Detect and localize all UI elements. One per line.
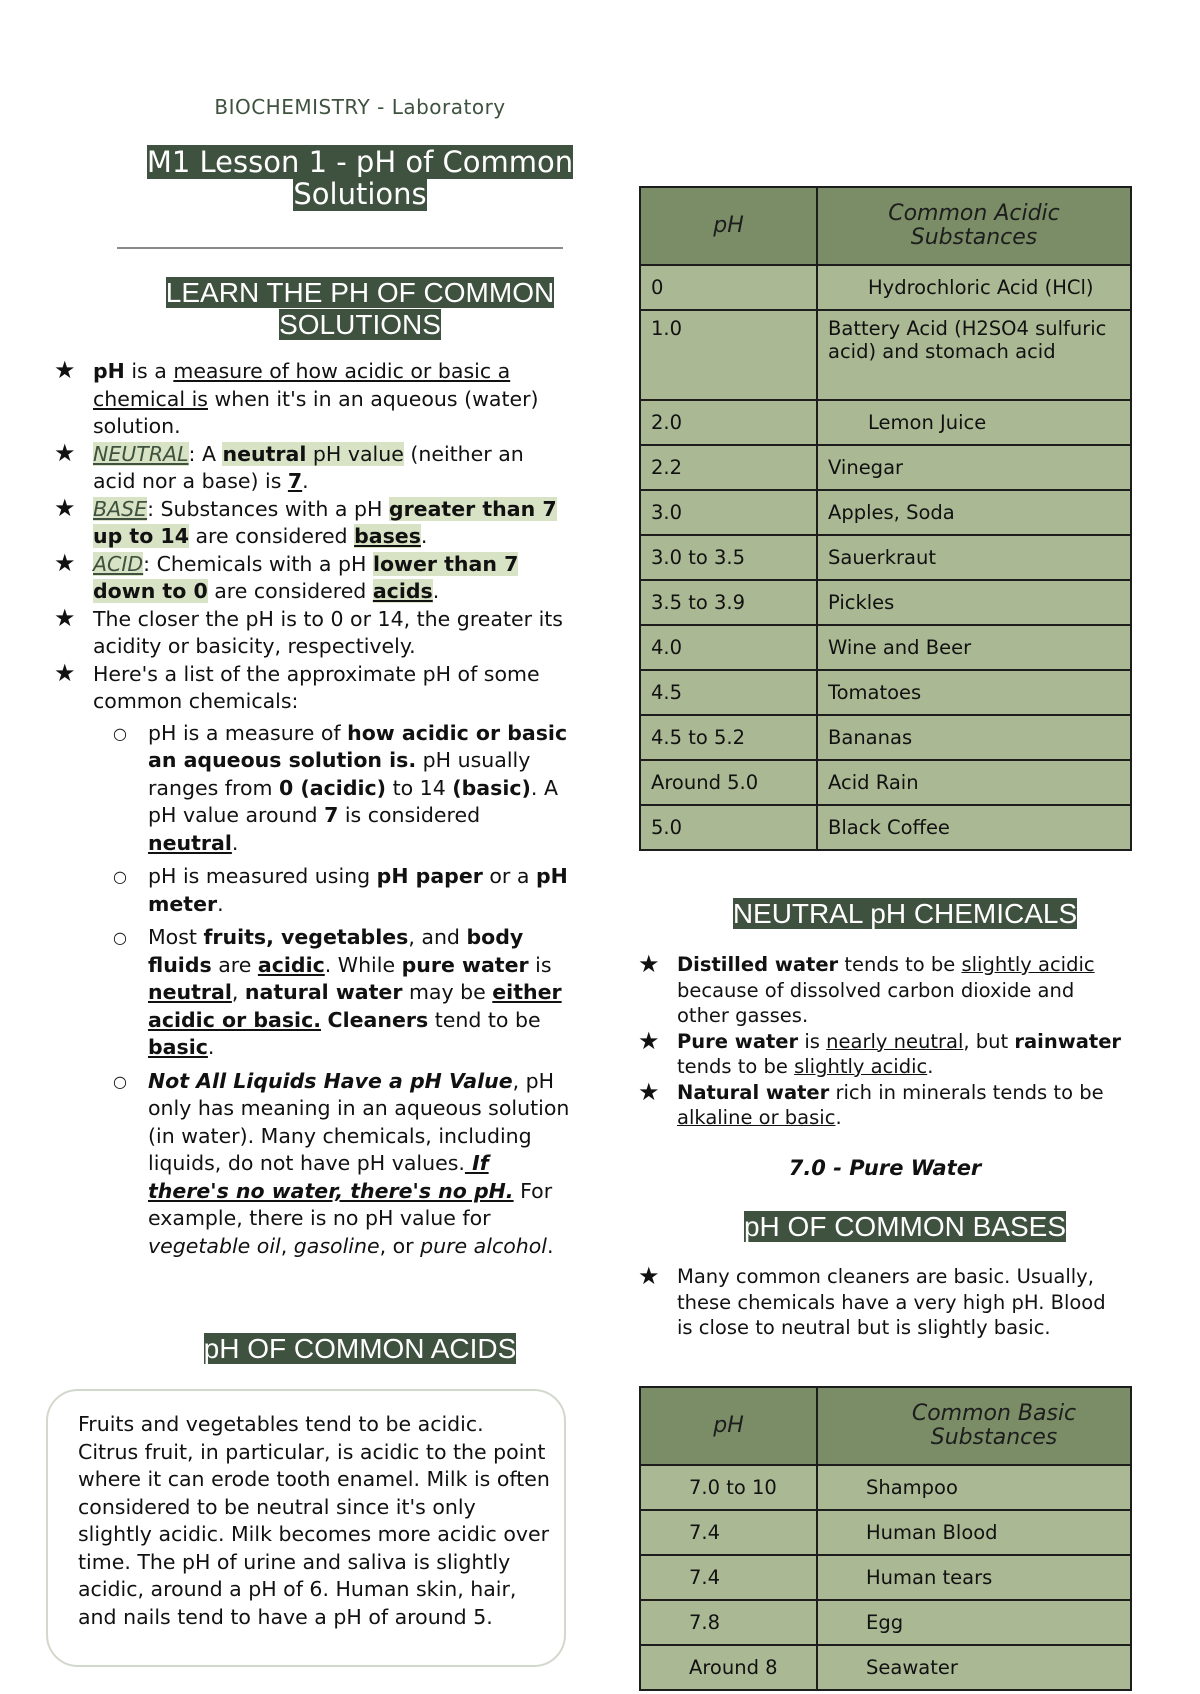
neutral-heading (700, 898, 1110, 930)
sub-item-measured (93, 863, 570, 918)
sub-item-measure (93, 720, 570, 858)
text: is a (124, 359, 174, 383)
text: tends to be (838, 953, 962, 976)
cell-ph: 7.8 (640, 1600, 817, 1645)
text: neutral (148, 830, 232, 855)
table-row (640, 535, 1131, 580)
text: (neither an acid nor a base) is (93, 441, 524, 493)
term-base: BASE (93, 496, 148, 521)
neutral-bullet-list (638, 950, 1122, 1131)
text: how acidic or basic an aqueous solution is. (148, 720, 568, 772)
star-icon: ★ (638, 1262, 660, 1290)
basic-substances-table (639, 1386, 1132, 1691)
text: . (835, 1106, 842, 1129)
text: . (420, 524, 428, 548)
text: pH is a measure of (148, 720, 348, 745)
text: . (927, 1055, 934, 1078)
table-row (640, 715, 1131, 760)
cell-substance: Human Blood (817, 1510, 1131, 1555)
star-icon: ★ (638, 1077, 660, 1106)
cell-substance: Pickles (817, 580, 1131, 625)
bullet-ph-definition (54, 356, 570, 441)
cell-ph: 0 (640, 265, 817, 310)
cell-ph: 2.2 (640, 445, 817, 490)
text: measure of how acidic or basic a chemical is (93, 359, 511, 411)
text: may be (402, 980, 493, 1004)
cell-substance: Sauerkraut (817, 535, 1131, 580)
bullet-distilled (638, 950, 1122, 1029)
table-row (640, 400, 1131, 445)
text: slightly acidic (961, 953, 1095, 976)
bases-heading (700, 1211, 1110, 1243)
pure-water-label: 7.0 - Pure Water (788, 1156, 982, 1180)
text: If there's no water, there's no pH. (148, 1151, 514, 1203)
bullet-natural (638, 1077, 1122, 1131)
text: acidic (257, 952, 325, 977)
cell-ph: 7.4 (640, 1510, 817, 1555)
star-icon: ★ (54, 493, 76, 522)
cell-substance: Human tears (817, 1555, 1131, 1600)
text: when it's in an aqueous (water) solution. (93, 386, 539, 438)
lesson-title (110, 146, 610, 210)
circle-bullet-icon: ○ (113, 1071, 127, 1091)
term-neutral: NEUTRAL (93, 441, 189, 466)
text: Cleaners (327, 1007, 429, 1032)
table-row (640, 310, 1131, 400)
header-ph: pH (640, 187, 817, 265)
star-icon: ★ (54, 658, 76, 687)
cell-ph: Around 8 (640, 1645, 817, 1690)
text: , pH only has meaning in an aqueous solution (in water). Many chemicals, including liquids, do not have pH values. (148, 1068, 570, 1175)
sub-item-fruits (93, 924, 570, 1062)
text: : A (188, 441, 223, 466)
cell-substance: Shampoo (817, 1465, 1131, 1510)
text: Many common cleaners are basic. Usually, these chemicals have a very high pH. Blood is close to neutral but is slightly basic. (677, 1265, 1106, 1339)
text: pH usually ranges from (148, 748, 531, 800)
text: The closer the pH is to 0 or 14, the greater its acidity or basicity, respectively. (93, 606, 563, 658)
text: is (528, 952, 552, 977)
cell-substance: Wine and Beer (817, 625, 1131, 670)
table-row (640, 625, 1131, 670)
text: : Chemicals with a pH (143, 551, 373, 576)
bullet-closer (54, 603, 570, 661)
learn-heading (110, 277, 610, 341)
text: , and (408, 925, 467, 949)
cell-ph: 3.0 (640, 490, 817, 535)
circle-bullet-icon: ○ (113, 928, 127, 947)
text: is considered (338, 803, 481, 827)
cell-ph: 2.0 (640, 400, 817, 445)
cell-ph: 4.0 (640, 625, 817, 670)
text: Pure water (677, 1029, 799, 1053)
acids-heading-text: pH OF COMMON ACIDS (203, 1333, 517, 1364)
text: is (798, 1029, 827, 1053)
cell-substance: Battery Acid (H2SO4 sulfuric acid) and stomach acid (817, 310, 1131, 400)
acids-info-box (46, 1389, 566, 1667)
text: pH meter (148, 864, 568, 916)
text: are (211, 952, 258, 977)
star-icon: ★ (54, 548, 76, 577)
text: because of dissolved carbon dioxide and other gasses. (677, 978, 1075, 1027)
acidic-substances-table (639, 186, 1132, 851)
cell-substance: Vinegar (817, 445, 1131, 490)
text: . (547, 1233, 554, 1258)
table-header-row (640, 1387, 1131, 1465)
lesson-title-text: M1 Lesson 1 - pH of Common Solutions (146, 145, 574, 211)
table-row (640, 490, 1131, 535)
table-row (640, 760, 1131, 805)
table-row (640, 445, 1131, 490)
table-row (640, 1555, 1131, 1600)
text: Not All Liquids Have a pH Value (148, 1068, 513, 1093)
bullet-pure (638, 1026, 1122, 1080)
learn-heading-text: LEARN THE PH OF COMMON SOLUTIONS (165, 277, 555, 340)
cell-ph: 7.4 (640, 1555, 817, 1600)
acids-heading (110, 1333, 610, 1365)
bases-bullet-list (638, 1262, 1122, 1341)
cell-ph: 1.0 (640, 310, 817, 400)
text: slightly acidic (794, 1055, 928, 1078)
text: rich in minerals tends to be (829, 1080, 1104, 1104)
text: . While (324, 952, 402, 977)
header-ph: pH (640, 1387, 817, 1465)
cell-ph: 7.0 to 10 (640, 1465, 817, 1510)
header-substances: Common Acidic Substances (817, 187, 1131, 265)
text: acids (372, 579, 433, 603)
cell-ph: 4.5 to 5.2 (640, 715, 817, 760)
table-row (640, 580, 1131, 625)
text: , (231, 980, 245, 1004)
table-row (640, 1510, 1131, 1555)
cell-substance: Tomatoes (817, 670, 1131, 715)
text: . (302, 469, 309, 493)
term-ph: pH (93, 359, 125, 383)
text: : Substances with a pH (147, 496, 389, 521)
learn-bullet-list (54, 356, 570, 1266)
acids-box-text: Fruits and vegetables tend to be acidic. Citrus fruit, in particular, is acidic to the point where it can erode tooth enamel. Milk is often considered to be neutral since it's only slightly acidic. Milk becomes more acidic over time. The pH of urine and saliva is slightly acidic, around a pH of 6. Human skin, hair, and nails tend to have a pH of around 5. (78, 1412, 550, 1629)
bullet-acid (54, 548, 570, 606)
circle-bullet-icon: ○ (113, 723, 127, 743)
text: 0 (acidic) (279, 775, 387, 800)
text: rainwater (1014, 1029, 1122, 1053)
subject-label: BIOCHEMISTRY - Laboratory (214, 95, 506, 119)
text: gasoline (293, 1233, 380, 1258)
cell-substance: Lemon Juice (817, 400, 1131, 445)
cell-ph: 5.0 (640, 805, 817, 850)
text: 7 (287, 469, 303, 493)
bases-heading-text: pH OF COMMON BASES (743, 1211, 1067, 1242)
text: Natural water (677, 1080, 830, 1104)
sub-item-no-ph (93, 1068, 570, 1261)
text: . A pH value around (148, 775, 558, 827)
text: Here's a list of the approximate pH of some common chemicals: (93, 661, 540, 713)
text: , or (379, 1233, 421, 1258)
text: 7 (324, 803, 339, 827)
text: pH value (306, 441, 404, 466)
text: fruits, vegetables (203, 925, 409, 949)
cell-substance: Hydrochloric Acid (HCl) (817, 265, 1131, 310)
table-row (640, 1600, 1131, 1645)
text: or a (482, 864, 536, 888)
text: (basic) (452, 775, 531, 800)
text: . (231, 830, 239, 855)
text: are considered (188, 524, 355, 548)
text: pH paper (376, 864, 483, 888)
text: basic (148, 1035, 208, 1059)
header-substances: Common Basic Substances (817, 1387, 1131, 1465)
table-header-row (640, 187, 1131, 265)
star-icon: ★ (54, 438, 76, 467)
cell-ph: 3.0 to 3.5 (640, 535, 817, 580)
text: Most (148, 925, 204, 949)
cell-substance: Bananas (817, 715, 1131, 760)
cell-ph: Around 5.0 (640, 760, 817, 805)
neutral-heading-text: NEUTRAL pH CHEMICALS (732, 898, 1078, 929)
table-row (640, 1465, 1131, 1510)
text: pure water (401, 952, 529, 977)
cell-substance: Apples, Soda (817, 490, 1131, 535)
table-row (640, 265, 1131, 310)
text: nearly neutral (826, 1029, 964, 1053)
bullet-list-intro (54, 658, 570, 1261)
text: vegetable oil (148, 1233, 281, 1258)
text: alkaline or basic (677, 1106, 836, 1129)
title-divider (117, 247, 563, 249)
text: to 14 (386, 775, 453, 800)
text: . (217, 891, 224, 916)
bullet-neutral (54, 438, 570, 496)
text: neutral (222, 441, 307, 466)
text: Distilled water (677, 953, 839, 976)
text: tend to be (428, 1007, 541, 1032)
cell-substance: Acid Rain (817, 760, 1131, 805)
cell-ph: 3.5 to 3.9 (640, 580, 817, 625)
text: pure alcohol (420, 1233, 547, 1258)
text: , (280, 1233, 294, 1258)
text: either acidic or basic. (148, 980, 562, 1032)
text: pH is measured using (148, 864, 377, 888)
text: tends to be (677, 1055, 795, 1078)
text: lower than 7 down to 0 (93, 551, 519, 603)
text: are considered (207, 579, 373, 603)
star-icon: ★ (638, 1026, 660, 1055)
text: greater than 7 up to 14 (93, 496, 557, 548)
star-icon: ★ (54, 356, 76, 384)
table-row (640, 670, 1131, 715)
star-icon: ★ (638, 950, 660, 978)
text: . (432, 579, 440, 603)
text: natural water (244, 980, 403, 1004)
table-row (640, 805, 1131, 850)
circle-bullet-icon: ○ (113, 867, 127, 886)
text: . (207, 1035, 215, 1059)
text: body fluids (148, 925, 524, 977)
text: , but (963, 1029, 1015, 1053)
text: For example, there is no pH value for (148, 1178, 553, 1230)
term-acid: ACID (93, 551, 144, 576)
cell-ph: 4.5 (640, 670, 817, 715)
bullet-cleaners (638, 1262, 1122, 1341)
cell-substance: Black Coffee (817, 805, 1131, 850)
table-row (640, 1645, 1131, 1690)
sub-list (93, 720, 570, 1261)
text: bases (354, 524, 421, 548)
star-icon: ★ (54, 603, 76, 632)
cell-substance: Seawater (817, 1645, 1131, 1690)
text: neutral (148, 980, 232, 1004)
bullet-base (54, 493, 570, 551)
cell-substance: Egg (817, 1600, 1131, 1645)
